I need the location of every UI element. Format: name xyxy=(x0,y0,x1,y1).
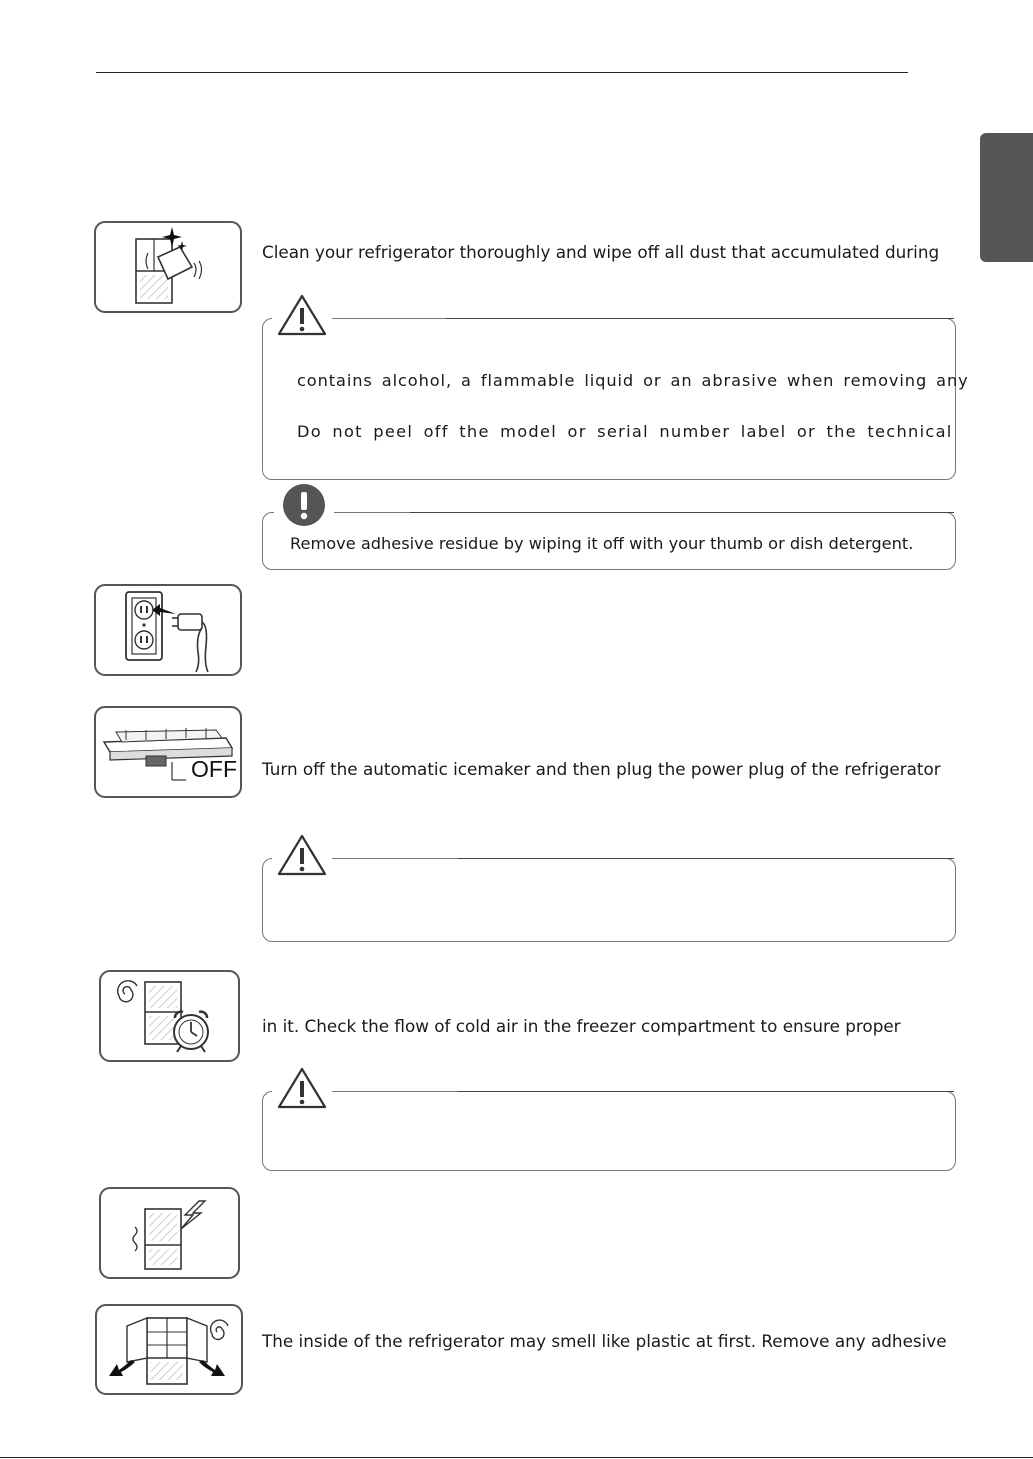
callout-header-line xyxy=(458,1091,954,1092)
header-rule xyxy=(96,72,908,73)
smell-instruction-text: The inside of the refrigerator may smell like plastic at first. Remove any adhesive xyxy=(262,1331,947,1351)
power-plug-outlet-icon xyxy=(94,584,242,676)
caution-triangle-icon xyxy=(272,290,332,340)
caution-text-line: Do not peel off the model or serial number label or the technical xyxy=(297,422,953,441)
icemaker-off-icon xyxy=(94,706,242,798)
callout-header-line xyxy=(446,318,954,319)
refrigerator-noise-icon xyxy=(99,1187,240,1279)
caution-triangle-icon xyxy=(272,1063,332,1113)
refrigerator-wipe-icon xyxy=(94,221,242,313)
caution-callout xyxy=(262,858,956,942)
refrigerator-alarm-clock-icon xyxy=(99,970,240,1062)
cold-air-instruction-text: in it. Check the flow of cold air in the freezer compartment to ensure proper xyxy=(262,1016,901,1036)
caution-callout xyxy=(262,1091,956,1171)
caution-text-line: contains alcohol, a flammable liquid or an abrasive when removing any xyxy=(297,371,969,390)
section-side-tab xyxy=(980,133,1033,262)
icemaker-instruction-text: Turn off the automatic icemaker and then plug the power plug of the refrigerator xyxy=(262,759,941,779)
icemaker-off-label: OFF xyxy=(191,756,237,782)
callout-header-line xyxy=(458,858,954,859)
note-text: Remove adhesive residue by wiping it off with your thumb or dish detergent. xyxy=(290,534,914,553)
caution-callout xyxy=(262,318,956,480)
clean-instruction-text: Clean your refrigerator thoroughly and wipe off all dust that accumulated during xyxy=(262,242,940,262)
caution-triangle-icon xyxy=(272,830,332,880)
note-exclamation-icon xyxy=(274,482,334,528)
footer-rule xyxy=(0,1457,1033,1458)
callout-header-line xyxy=(410,512,954,513)
refrigerator-open-doors-icon xyxy=(95,1304,243,1395)
